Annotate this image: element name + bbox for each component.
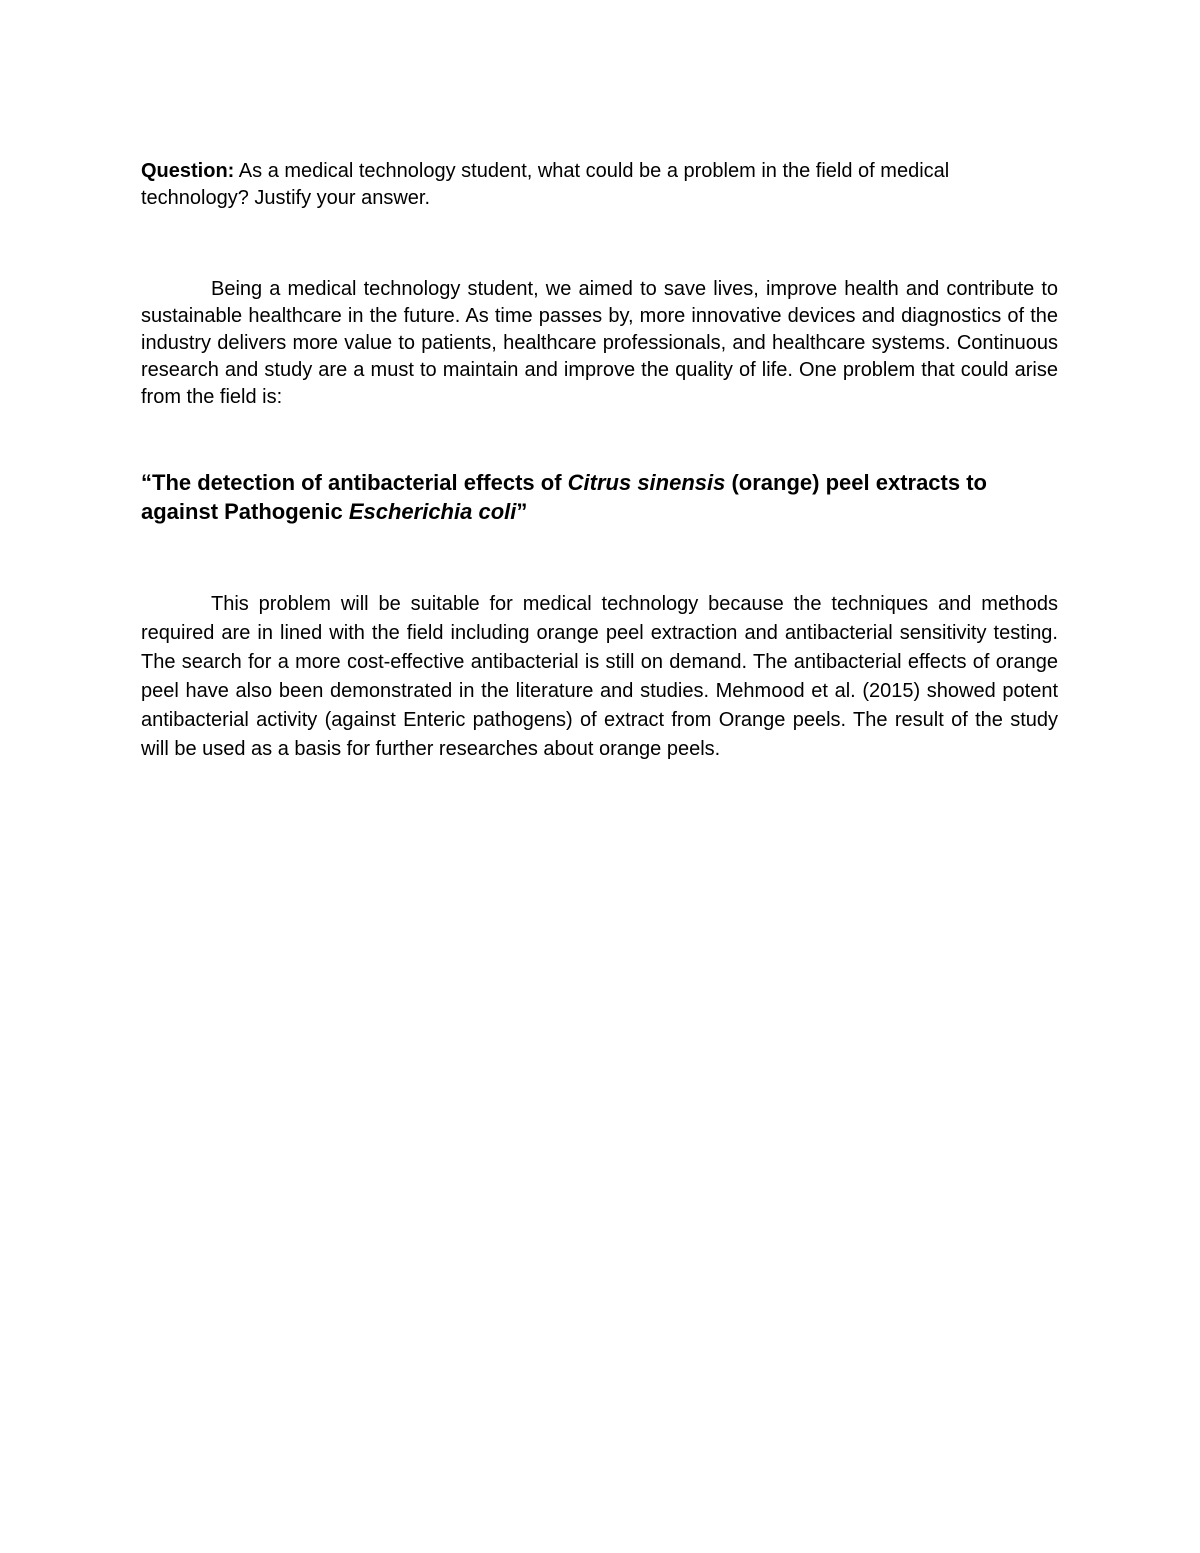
problem-title-part-2: (orange) peel extracts to against Pathogenic: [141, 470, 987, 524]
problem-title: [141, 468, 1058, 526]
intro-paragraph: Being a medical technology student, we aimed to save lives, improve health and contribute to sustainable healthcare in the future. As time passes by, more innovative devices and diagnostics of the industry delivers more value to patients, healthcare professionals, and healthcare systems. Continuous research and study are a must to maintain and improve the quality of life. One problem that could arise from the field is:: [141, 278, 1058, 408]
problem-title-part-1: “The detection of antibacterial effects of: [141, 470, 568, 495]
question-text: As a medical technology student, what could be a problem in the field of medical technology? Justify your answer.: [141, 160, 950, 209]
justification-paragraph: This problem will be suitable for medical technology because the techniques and methods required are in lined with the field including orange peel extraction and antibacterial sensitivity testing. The search for a more cost-effective antibacterial is still on demand. The antibacterial effects of orange peel have also been demonstrated in the literature and studies. Mehmood et al. (2015) showed potent antibacterial activity (against Enteric pathogens) of extract from Orange peels. The result of the study will be used as a basis for further researches about orange peels.: [141, 593, 1058, 760]
question-label: Question:: [141, 160, 235, 182]
document-body: [141, 158, 1058, 764]
problem-title-species-ecoli: Escherichia coli: [348, 499, 517, 524]
problem-title-part-3: ”: [516, 499, 528, 524]
question-paragraph: [141, 158, 1058, 212]
problem-title-species-citrus: Citrus sinensis: [567, 470, 726, 495]
